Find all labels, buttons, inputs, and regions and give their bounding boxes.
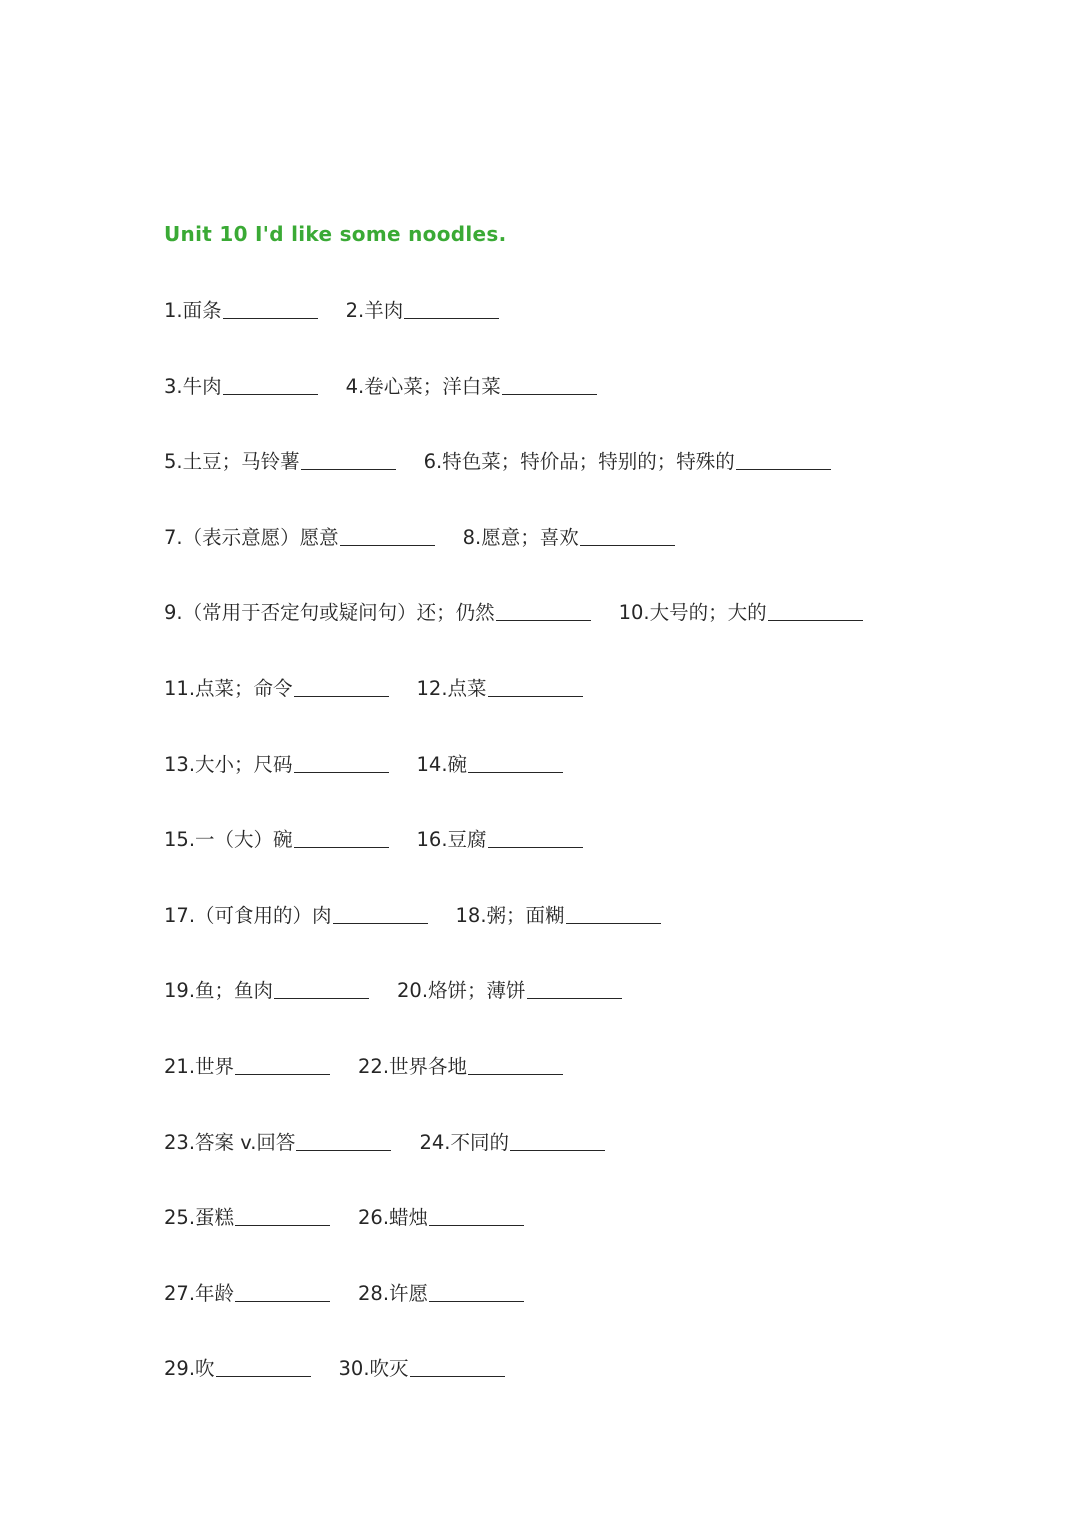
vocab-item: [164, 827, 389, 853]
question-row: [164, 298, 499, 324]
answer-blank[interactable]: [410, 1375, 505, 1377]
vocab-item: [164, 1130, 391, 1156]
vocab-prompt: 4.卷心菜；洋白菜: [345, 375, 501, 398]
vocab-item: [358, 1281, 524, 1307]
vocab-item: [358, 1054, 563, 1080]
vocab-prompt: 9.（常用于否定句或疑问句）还；仍然: [164, 601, 495, 624]
question-row: [164, 374, 597, 400]
vocab-item: [164, 1281, 330, 1307]
vocab-item: [358, 1205, 524, 1231]
question-row: [164, 676, 583, 702]
vocab-prompt: 6.特色菜；特价品；特别的；特殊的: [423, 450, 735, 473]
vocab-item: [463, 525, 675, 551]
answer-blank[interactable]: [340, 544, 435, 546]
answer-blank[interactable]: [294, 846, 389, 848]
answer-blank[interactable]: [404, 317, 499, 319]
answer-blank[interactable]: [235, 1224, 330, 1226]
vocab-prompt: 5.土豆；马铃薯: [164, 450, 300, 473]
vocab-item: [619, 600, 863, 626]
vocab-prompt: 29.吹: [164, 1357, 215, 1380]
vocab-prompt: 25.蛋糕: [164, 1206, 235, 1229]
vocab-item: [164, 752, 389, 778]
answer-blank[interactable]: [294, 771, 389, 773]
vocab-prompt: 18.粥；面糊: [455, 904, 565, 927]
answer-blank[interactable]: [502, 393, 597, 395]
vocab-item: [164, 298, 318, 324]
vocab-prompt: 3.牛肉: [164, 375, 222, 398]
answer-blank[interactable]: [580, 544, 675, 546]
vocab-item: [417, 752, 564, 778]
question-row: [164, 827, 583, 853]
answer-blank[interactable]: [736, 468, 831, 470]
vocab-item: [346, 374, 597, 400]
question-row: [164, 1356, 505, 1382]
vocab-item: [456, 903, 661, 929]
answer-blank[interactable]: [296, 1149, 391, 1151]
vocab-prompt: 16.豆腐: [416, 828, 487, 851]
vocab-item: [164, 374, 318, 400]
vocab-prompt: 12.点菜: [416, 677, 487, 700]
vocab-prompt: 24.不同的: [419, 1131, 509, 1154]
vocab-item: [419, 1130, 605, 1156]
vocab-prompt: 30.吹灭: [338, 1357, 409, 1380]
question-row: [164, 1281, 524, 1307]
vocab-prompt: 28.许愿: [358, 1282, 429, 1305]
answer-blank[interactable]: [235, 1073, 330, 1075]
vocab-prompt: 2.羊肉: [345, 299, 404, 322]
vocab-item: [164, 1356, 311, 1382]
question-row: [164, 449, 831, 475]
vocab-prompt: 21.世界: [164, 1055, 235, 1078]
vocab-prompt: 15.一（大）碗: [164, 828, 293, 851]
question-row: [164, 1054, 563, 1080]
vocab-prompt: 23.答案 v.回答: [164, 1131, 296, 1154]
answer-blank[interactable]: [468, 1073, 563, 1075]
vocab-item: [164, 903, 428, 929]
vocab-item: [164, 676, 389, 702]
answer-blank[interactable]: [216, 1375, 311, 1377]
vocab-prompt: 27.年龄: [164, 1282, 235, 1305]
question-row: [164, 600, 863, 626]
vocab-prompt: 10.大号的；大的: [618, 601, 767, 624]
vocab-prompt: 11.点菜；命令: [164, 677, 293, 700]
vocab-item: [164, 600, 591, 626]
vocab-prompt: 22.世界各地: [358, 1055, 468, 1078]
answer-blank[interactable]: [223, 317, 318, 319]
vocab-prompt: 8.愿意；喜欢: [462, 526, 579, 549]
vocab-item: [164, 978, 369, 1004]
vocab-item: [417, 676, 583, 702]
question-row: [164, 525, 675, 551]
vocab-item: [346, 298, 500, 324]
answer-blank[interactable]: [488, 695, 583, 697]
answer-blank[interactable]: [274, 997, 369, 999]
answer-blank[interactable]: [429, 1224, 524, 1226]
vocab-prompt: 13.大小；尺码: [164, 753, 293, 776]
vocab-prompt: 1.面条: [164, 299, 222, 322]
answer-blank[interactable]: [527, 997, 622, 999]
question-row: [164, 752, 563, 778]
vocab-prompt: 20.烙饼；薄饼: [397, 979, 526, 1002]
answer-blank[interactable]: [301, 468, 396, 470]
answer-blank[interactable]: [496, 619, 591, 621]
answer-blank[interactable]: [566, 922, 661, 924]
answer-blank[interactable]: [223, 393, 318, 395]
answer-blank[interactable]: [235, 1300, 330, 1302]
vocab-item: [164, 449, 396, 475]
vocab-item: [164, 1205, 330, 1231]
vocab-item: [424, 449, 831, 475]
answer-blank[interactable]: [510, 1149, 605, 1151]
vocab-item: [339, 1356, 505, 1382]
answer-blank[interactable]: [768, 619, 863, 621]
vocab-item: [417, 827, 583, 853]
answer-blank[interactable]: [488, 846, 583, 848]
question-row: [164, 903, 661, 929]
vocab-prompt: 17.（可食用的）肉: [164, 904, 332, 927]
answer-blank[interactable]: [333, 922, 428, 924]
vocab-prompt: 19.鱼；鱼肉: [164, 979, 274, 1002]
vocab-prompt: 26.蜡烛: [358, 1206, 429, 1229]
answer-blank[interactable]: [468, 771, 563, 773]
question-row: [164, 1205, 524, 1231]
question-row: [164, 1130, 605, 1156]
unit-title: Unit 10 I'd like some noodles.: [164, 222, 507, 246]
vocab-prompt: 14.碗: [416, 753, 468, 776]
vocab-item: [397, 978, 622, 1004]
answer-blank[interactable]: [429, 1300, 524, 1302]
vocab-prompt: 7.（表示意愿）愿意: [164, 526, 339, 549]
vocab-item: [164, 1054, 330, 1080]
vocab-item: [164, 525, 435, 551]
answer-blank[interactable]: [294, 695, 389, 697]
question-row: [164, 978, 622, 1004]
